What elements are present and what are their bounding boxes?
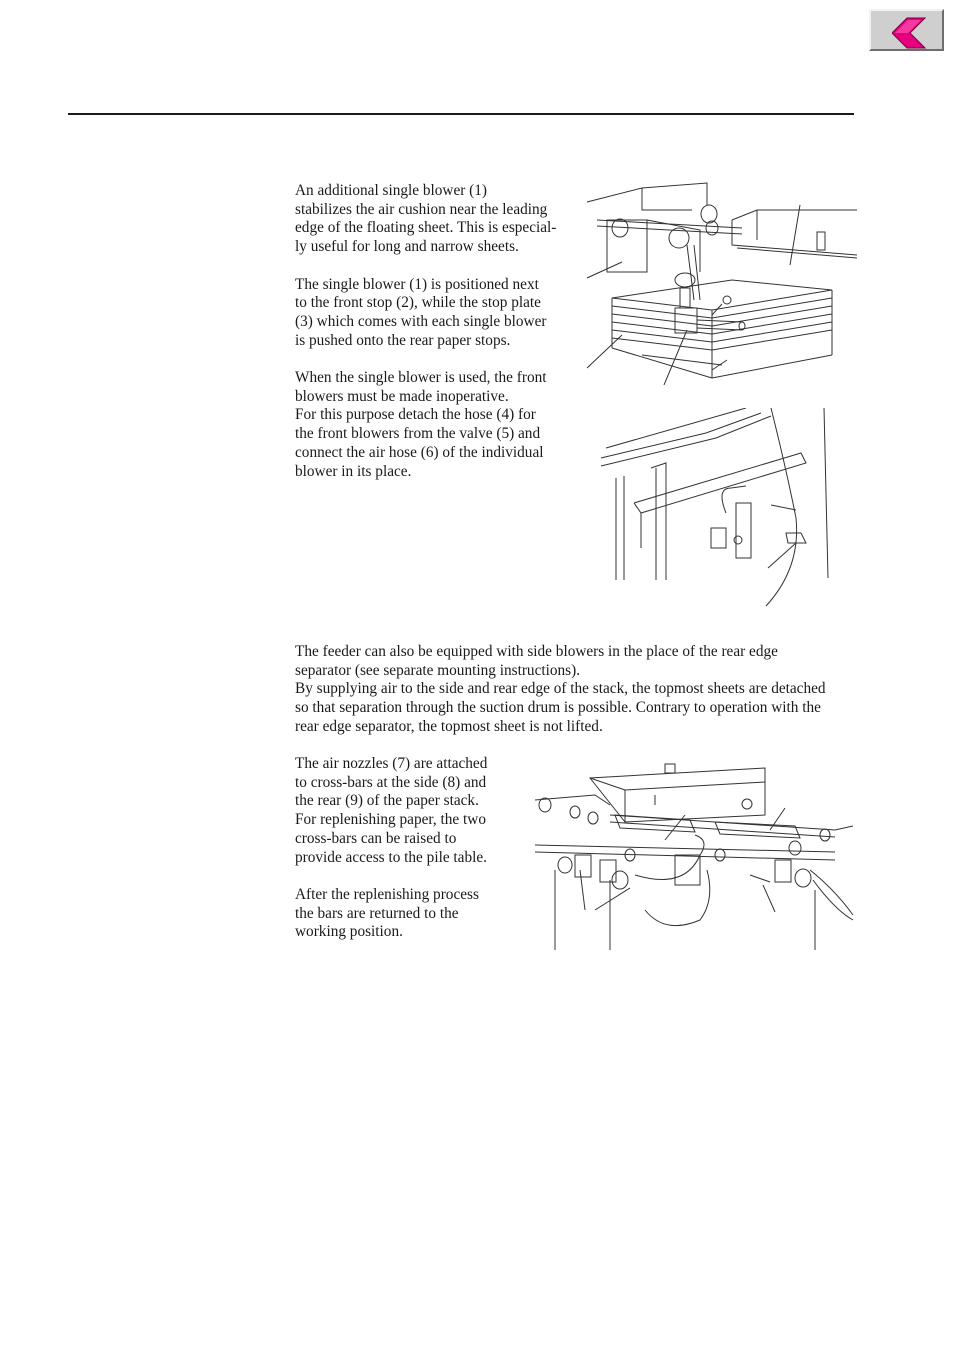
back-button[interactable] [869, 9, 944, 51]
text-line: connect the air hose (6) of the individual [295, 443, 544, 461]
text-line: When the single blower is used, the front [295, 369, 547, 386]
single-blower-text [295, 182, 580, 481]
side-blowers-illustration [535, 760, 855, 952]
text-line: After the replenishing process [295, 885, 479, 903]
side-blowers-text [295, 643, 860, 737]
text-line: is pushed onto the rear paper stops. [295, 331, 511, 349]
text-line: the bars are returned to the [295, 904, 459, 922]
text-line: For this purpose detach the hose (4) for [295, 406, 536, 424]
text-line: working position. [295, 923, 403, 941]
text-line: ly useful for long and narrow sheets. [295, 238, 519, 256]
text-line: rear edge separator, the topmost sheet is not lifted. [295, 717, 603, 735]
text-line: cross-bars can be raised to [295, 829, 457, 847]
text-line: the rear (9) of the paper stack. [295, 792, 479, 810]
text-line: to cross-bars at the side (8) and [295, 773, 487, 791]
text-line: so that separation through the suction drum is possible. Contrary to operation with the [295, 699, 821, 717]
text-line: edge of the floating sheet. This is especial- [295, 219, 557, 237]
text-line: blower in its place. [295, 462, 412, 480]
text-line: stabilizes the air cushion near the leading [295, 200, 548, 218]
text-line: For replenishing paper, the two [295, 811, 486, 829]
text-line: provide access to the pile table. [295, 848, 487, 866]
text-line: the front blowers from the valve (5) and [295, 425, 541, 443]
single-blower-illustration [582, 180, 857, 385]
header-rule [68, 113, 854, 115]
text-line: The air nozzles (7) are attached [295, 755, 488, 772]
text-line: to the front stop (2), while the stop plate [295, 294, 541, 312]
text-line: (3) which comes with each single blower [295, 312, 547, 330]
hose-valve-illustration [596, 408, 836, 613]
back-arrow-icon [892, 16, 926, 50]
text-line: The single blower (1) is positioned next [295, 275, 539, 293]
text-line: The feeder can also be equipped with side blowers in the place of the rear edge [295, 643, 778, 660]
air-nozzles-text [295, 755, 525, 942]
text-line: blowers must be made inoperative. [295, 387, 509, 405]
text-line: separator (see separate mounting instructions). [295, 661, 581, 679]
text-line: An additional single blower (1) [295, 182, 488, 199]
text-line: By supplying air to the side and rear edge of the stack, the topmost sheets are detached [295, 680, 826, 698]
